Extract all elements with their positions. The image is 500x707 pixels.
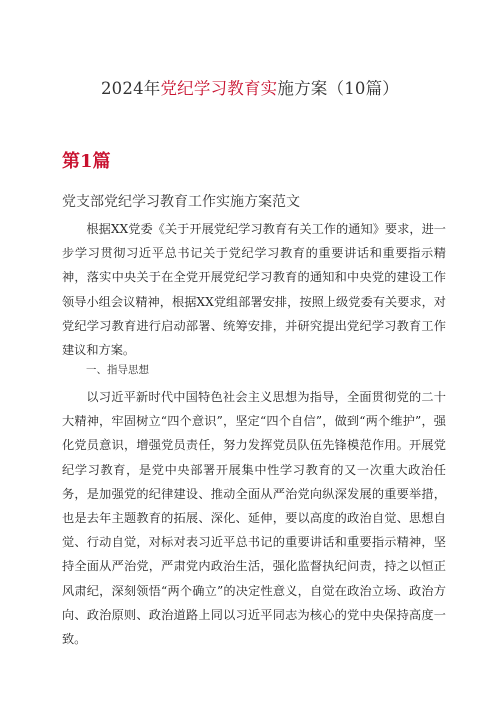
document-title-prefix: 2024年	[100, 79, 161, 98]
chapter-label: 第1篇	[62, 151, 111, 172]
body-paragraph-1: 根据XX党委《关于开展党纪学习教育有关工作的通知》要求，进一步学习贯彻习近平总书记关于党纪学习教育的重要讲话和重要指示精神，落实中央关于在全党开展党纪学习教育的通知和中央党的建设工作领导小组会议精神，根据XX党组部署安排，按照上级党委有关要求，对党纪学习教育进行启动部署、统筹安排，并研究提出党纪学习教育工作建议和方案。	[62, 222, 446, 358]
document-title-highlight: 党纪学习教育实	[160, 79, 278, 98]
section-title: 党支部党纪学习教育工作实施方案范文	[62, 194, 300, 210]
body-paragraph-2: 以习近平新时代中国特色社会主义思想为指导，全面贯彻党的二十大精神，牢固树立“四个意识”，坚定“四个自信”，做到“两个维护”，强化党员意识，增强党员责任，努力发挥党员队伍先锋模范作用。开展党纪学习教育，是党中央部署开展集中性学习教育的又一次重大政治任务，是加强党的纪律建设、推动全面从严治党向纵深发展的重要举措，也是去年主题教育的拓展、深化、延伸，要以高度的政治自觉、思想自觉、行动自觉，对标对表习近平总书记的重要讲话和重要指示精神，坚持全面从严治党，严肃党内政治生活，强化监督执纪问责，持之以恒正风肃纪，深刻领悟“两个确立”的决定性意义，自觉在政治立场、政治方向、政治原则、政治道路上同以习近平同志为核心的党中央保持高度一致。	[62, 390, 446, 647]
document-title	[0, 78, 500, 100]
section-heading-guiding-ideology: 一、指导思想	[86, 364, 149, 376]
document-title-suffix: 施方案（10篇）	[277, 79, 399, 98]
